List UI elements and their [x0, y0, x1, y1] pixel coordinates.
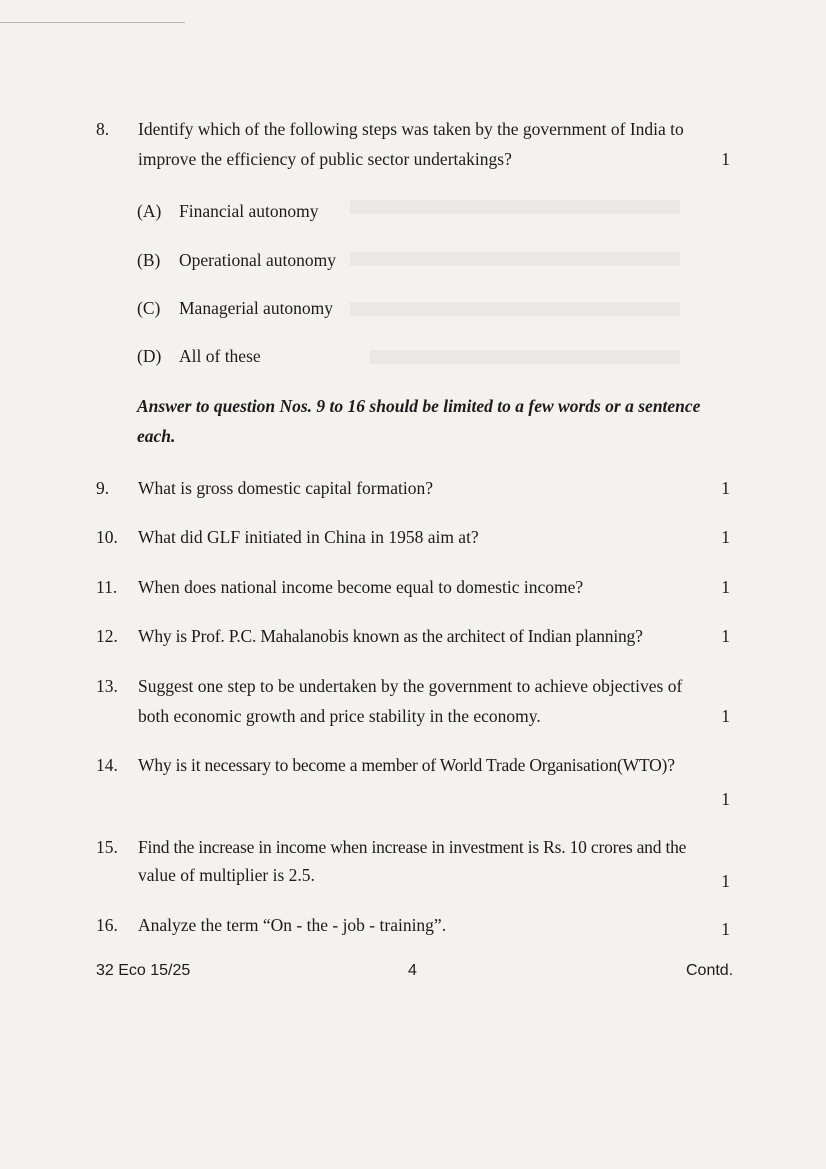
bleed-through — [350, 200, 680, 214]
question-number: 9. — [96, 478, 110, 498]
question-mark: 1 — [721, 149, 730, 169]
instruction-line1: Answer to question Nos. 9 to 16 should be limited to a few words or a sentence — [137, 396, 701, 416]
question-number: 13. — [96, 676, 118, 696]
question-text-line1: Find the increase in income when increase in investment is Rs. 10 crores and the — [138, 837, 687, 857]
question-number: 11. — [96, 577, 118, 597]
question-number: 12. — [96, 626, 118, 646]
question-12 — [96, 621, 736, 651]
bleed-through — [350, 302, 680, 316]
question-15 — [96, 832, 736, 892]
section-instruction — [137, 391, 737, 451]
question-text-line1: Suggest one step to be undertaken by the government to achieve objectives of — [138, 676, 683, 696]
question-mark: 1 — [721, 527, 730, 547]
option-c — [137, 295, 333, 321]
option-d — [137, 343, 261, 369]
bleed-through — [370, 350, 680, 364]
question-text-line1: Identify which of the following steps was taken by the government of India to — [138, 119, 684, 139]
question-10 — [96, 522, 736, 552]
question-text: When does national income become equal to domestic income? — [138, 577, 584, 597]
question-number: 14. — [96, 755, 118, 775]
question-text-line2: value of multiplier is 2.5. — [138, 865, 315, 885]
question-16 — [96, 910, 736, 940]
question-mark: 1 — [721, 577, 730, 597]
question-text-line2: both economic growth and price stability in the economy. — [138, 706, 541, 726]
question-mark: 1 — [721, 919, 730, 939]
question-13 — [96, 671, 736, 731]
instruction-line2: each. — [137, 426, 176, 446]
question-text: What did GLF initiated in China in 1958 aim at? — [138, 527, 479, 547]
continued-label: Contd. — [686, 962, 734, 979]
option-label: (A) — [137, 201, 162, 221]
question-mark: 1 — [721, 706, 730, 726]
question-9 — [96, 473, 736, 503]
paper-code: 32 Eco 15/25 — [96, 962, 191, 979]
question-number: 16. — [96, 915, 118, 935]
question-14 — [96, 750, 736, 810]
option-text: Financial autonomy — [179, 201, 319, 221]
question-text: What is gross domestic capital formation? — [138, 478, 433, 498]
page-number: 4 — [408, 962, 417, 979]
option-label: (C) — [137, 298, 161, 318]
option-text: Operational autonomy — [179, 250, 336, 270]
option-label: (B) — [137, 250, 161, 270]
bleed-through — [350, 252, 680, 266]
option-text: All of these — [179, 346, 261, 366]
option-text: Managerial autonomy — [179, 298, 334, 318]
question-mark: 1 — [721, 478, 730, 498]
question-mark: 1 — [721, 626, 730, 646]
question-text: Why is it necessary to become a member of World Trade Organisation(WTO)? — [138, 755, 675, 775]
top-rule — [0, 22, 185, 23]
question-mark: 1 — [721, 789, 730, 809]
option-a — [137, 198, 319, 224]
question-number: 8. — [96, 119, 110, 139]
question-text: Why is Prof. P.C. Mahalanobis known as the architect of Indian planning? — [138, 626, 643, 646]
option-label: (D) — [137, 346, 162, 366]
question-11 — [96, 572, 736, 602]
question-text: Analyze the term “On - the - job - training”. — [138, 915, 447, 935]
option-b — [137, 247, 336, 273]
question-text-line2: improve the efficiency of public sector undertakings? — [138, 149, 512, 169]
question-number: 15. — [96, 837, 118, 857]
question-number: 10. — [96, 527, 118, 547]
question-8 — [96, 114, 736, 174]
question-mark: 1 — [721, 871, 730, 891]
